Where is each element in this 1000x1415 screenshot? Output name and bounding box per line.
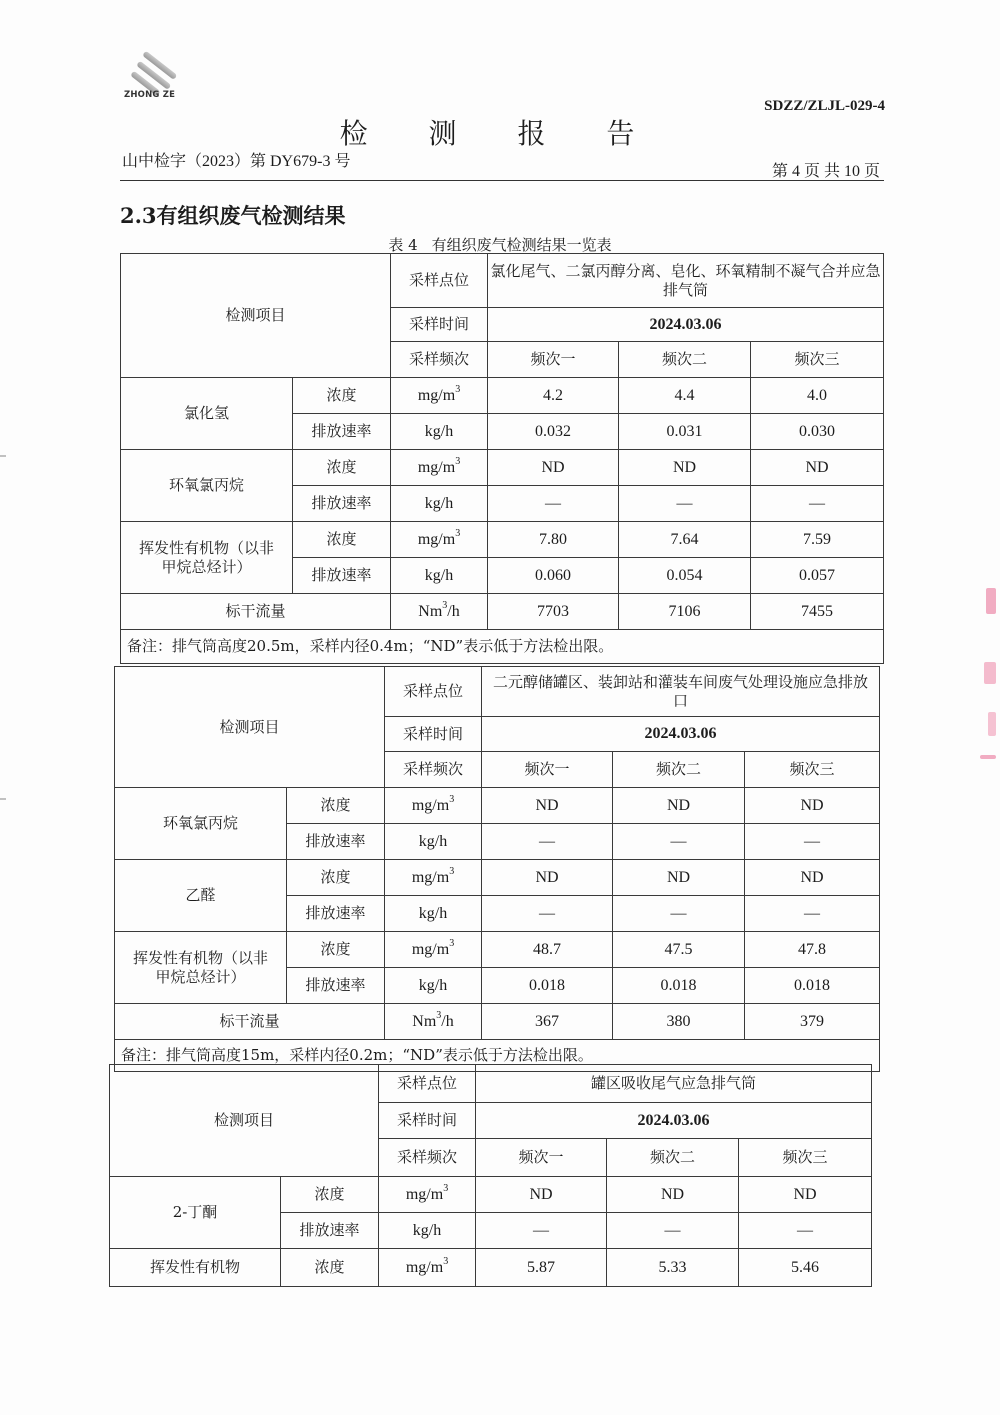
value-cell: ND <box>745 860 880 896</box>
value-cell: 5.46 <box>739 1249 872 1287</box>
header-item-cell: 检测项目 <box>115 667 385 788</box>
unit-rate: kg/h <box>385 824 482 860</box>
logo-text: ZHONG ZE <box>124 90 176 100</box>
value-cell: — <box>482 896 613 932</box>
pollutant-name: 挥发性有机物 <box>110 1249 281 1287</box>
metric-conc-label: 浓度 <box>293 378 391 414</box>
freq-3-header: 频次三 <box>745 752 880 788</box>
value-cell: ND <box>607 1177 739 1213</box>
pollutant-name: 2-丁酮 <box>110 1177 281 1249</box>
value-cell: — <box>476 1213 607 1249</box>
value-cell: — <box>745 896 880 932</box>
freq-1-header: 频次一 <box>476 1139 607 1177</box>
value-cell: — <box>482 824 613 860</box>
metric-conc-label: 浓度 <box>281 1249 379 1287</box>
value-cell: — <box>619 486 751 522</box>
sampling-freq-label: 采样频次 <box>379 1139 476 1177</box>
metric-rate-label: 排放速率 <box>293 486 391 522</box>
value-cell: 4.4 <box>619 378 751 414</box>
unit-rate: kg/h <box>385 896 482 932</box>
value-cell: ND <box>619 450 751 486</box>
seal-fragment <box>988 712 996 736</box>
section-title: 2.3有组织废气检测结果 <box>120 203 346 228</box>
value-cell: ND <box>613 788 745 824</box>
sampling-point-label: 采样点位 <box>391 254 488 308</box>
value-cell: 0.032 <box>488 414 619 450</box>
value-cell: — <box>607 1213 739 1249</box>
company-logo <box>122 48 182 104</box>
header-item-cell: 检测项目 <box>121 254 391 378</box>
value-cell: 0.018 <box>482 968 613 1004</box>
metric-conc-label: 浓度 <box>287 788 385 824</box>
unit-conc: $mg/m^3$ <box>385 932 482 968</box>
header-divider <box>120 180 884 181</box>
unit-flow: Nm$^3$/h <box>385 1004 482 1040</box>
value-cell: 7.64 <box>619 522 751 558</box>
value-cell: 5.33 <box>607 1249 739 1287</box>
scan-mark <box>0 798 6 800</box>
table-note: 备注：排气筒高度20.5m，采样内径0.4m；“ND”表示低于方法检出限。 <box>121 630 884 664</box>
metric-conc-label: 浓度 <box>293 450 391 486</box>
table-caption-text: 有组织废气检测结果一览表 <box>431 236 612 254</box>
pollutant-name: 挥发性有机物（以非甲烷总烃计） <box>121 522 293 594</box>
value-cell: — <box>488 486 619 522</box>
value-cell: — <box>745 824 880 860</box>
value-cell: — <box>613 896 745 932</box>
unit-conc: $mg/m^3$ <box>391 450 488 486</box>
seal-fragment <box>980 755 996 759</box>
unit-rate: kg/h <box>379 1213 476 1249</box>
table-caption <box>0 234 1000 255</box>
pollutant-name: 乙醛 <box>115 860 287 932</box>
logo-stripes-icon <box>130 48 174 88</box>
metric-rate-label: 排放速率 <box>293 558 391 594</box>
unit-rate: kg/h <box>385 968 482 1004</box>
unit-conc: $mg/m^3$ <box>391 378 488 414</box>
unit-conc: $mg/m^3$ <box>379 1249 476 1287</box>
sampling-point-label: 采样点位 <box>385 667 482 717</box>
value-cell: ND <box>482 788 613 824</box>
value-cell: 4.0 <box>751 378 884 414</box>
seal-fragment <box>984 662 996 684</box>
sampling-freq-label: 采样频次 <box>391 342 488 378</box>
pollutant-name: 环氧氯丙烷 <box>115 788 287 860</box>
value-cell: 7106 <box>619 594 751 630</box>
value-cell: 4.2 <box>488 378 619 414</box>
results-table-1 <box>120 253 884 664</box>
metric-rate-label: 排放速率 <box>281 1213 379 1249</box>
value-cell: 0.060 <box>488 558 619 594</box>
report-number: 山中检字（2023）第 DY679-3 号 <box>122 153 351 170</box>
metric-rate-label: 排放速率 <box>293 414 391 450</box>
value-cell: ND <box>739 1177 872 1213</box>
value-cell: 47.8 <box>745 932 880 968</box>
value-cell: — <box>739 1213 872 1249</box>
metric-conc-label: 浓度 <box>293 522 391 558</box>
value-cell: ND <box>476 1177 607 1213</box>
value-cell: 0.057 <box>751 558 884 594</box>
value-cell: 0.018 <box>613 968 745 1004</box>
value-cell: 0.054 <box>619 558 751 594</box>
freq-2-header: 频次二 <box>619 342 751 378</box>
unit-flow: Nm$^3$/h <box>391 594 488 630</box>
sampling-time-value: 2024.03.06 <box>488 308 884 342</box>
metric-rate-label: 排放速率 <box>287 824 385 860</box>
sampling-point-value: 罐区吸收尾气应急排气筒 <box>476 1065 872 1103</box>
sampling-point-label: 采样点位 <box>379 1065 476 1103</box>
sampling-time-value: 2024.03.06 <box>476 1103 872 1139</box>
pollutant-name: 氯化氢 <box>121 378 293 450</box>
metric-conc-label: 浓度 <box>287 932 385 968</box>
header-item-cell: 检测项目 <box>110 1065 379 1177</box>
value-cell: 0.018 <box>745 968 880 1004</box>
sampling-point-value: 二元醇储罐区、装卸站和灌装车间废气处理设施应急排放口 <box>482 667 880 717</box>
sampling-freq-label: 采样频次 <box>385 752 482 788</box>
unit-rate: kg/h <box>391 558 488 594</box>
freq-1-header: 频次一 <box>482 752 613 788</box>
document-code: SDZZ/ZLJL-029-4 <box>764 98 885 114</box>
table-caption-number: 表 4 <box>388 236 418 254</box>
sampling-time-value: 2024.03.06 <box>482 717 880 752</box>
pollutant-name: 挥发性有机物（以非甲烷总烃计） <box>115 932 287 1004</box>
value-cell: — <box>613 824 745 860</box>
value-cell: 7.59 <box>751 522 884 558</box>
metric-rate-label: 排放速率 <box>287 896 385 932</box>
freq-1-header: 频次一 <box>488 342 619 378</box>
scan-mark <box>0 455 6 457</box>
value-cell: 47.5 <box>613 932 745 968</box>
unit-conc: $mg/m^3$ <box>385 788 482 824</box>
results-table-2 <box>114 666 880 1072</box>
value-cell: ND <box>482 860 613 896</box>
metric-rate-label: 排放速率 <box>287 968 385 1004</box>
sampling-time-label: 采样时间 <box>385 717 482 752</box>
freq-3-header: 频次三 <box>739 1139 872 1177</box>
value-cell: — <box>751 486 884 522</box>
page-indicator: 第 4 页 共 10 页 <box>771 163 880 180</box>
flow-label: 标干流量 <box>115 1004 385 1040</box>
flow-label: 标干流量 <box>121 594 391 630</box>
freq-2-header: 频次二 <box>607 1139 739 1177</box>
value-cell: 48.7 <box>482 932 613 968</box>
sampling-point-value: 氯化尾气、二氯丙醇分离、皂化、环氧精制不凝气合并应急排气筒 <box>488 254 884 308</box>
freq-2-header: 频次二 <box>613 752 745 788</box>
value-cell: 0.030 <box>751 414 884 450</box>
table-note: 备注：排气筒高度15m，采样内径0.2m；“ND”表示低于方法检出限。 <box>115 1040 880 1072</box>
value-cell: 7703 <box>488 594 619 630</box>
value-cell: ND <box>488 450 619 486</box>
freq-3-header: 频次三 <box>751 342 884 378</box>
sampling-time-label: 采样时间 <box>379 1103 476 1139</box>
unit-conc: $mg/m^3$ <box>391 522 488 558</box>
value-cell: ND <box>613 860 745 896</box>
value-cell: 367 <box>482 1004 613 1040</box>
value-cell: ND <box>745 788 880 824</box>
value-cell: 380 <box>613 1004 745 1040</box>
results-table-3 <box>109 1064 872 1287</box>
unit-rate: kg/h <box>391 486 488 522</box>
value-cell: ND <box>751 450 884 486</box>
metric-conc-label: 浓度 <box>287 860 385 896</box>
value-cell: 379 <box>745 1004 880 1040</box>
unit-rate: kg/h <box>391 414 488 450</box>
pollutant-name: 环氧氯丙烷 <box>121 450 293 522</box>
value-cell: 5.87 <box>476 1249 607 1287</box>
metric-conc-label: 浓度 <box>281 1177 379 1213</box>
value-cell: 0.031 <box>619 414 751 450</box>
unit-conc: $mg/m^3$ <box>385 860 482 896</box>
value-cell: 7455 <box>751 594 884 630</box>
unit-conc: $mg/m^3$ <box>379 1177 476 1213</box>
value-cell: 7.80 <box>488 522 619 558</box>
seal-fragment <box>986 588 996 614</box>
sampling-time-label: 采样时间 <box>391 308 488 342</box>
document-title: 检 测 报 告 <box>339 117 661 150</box>
